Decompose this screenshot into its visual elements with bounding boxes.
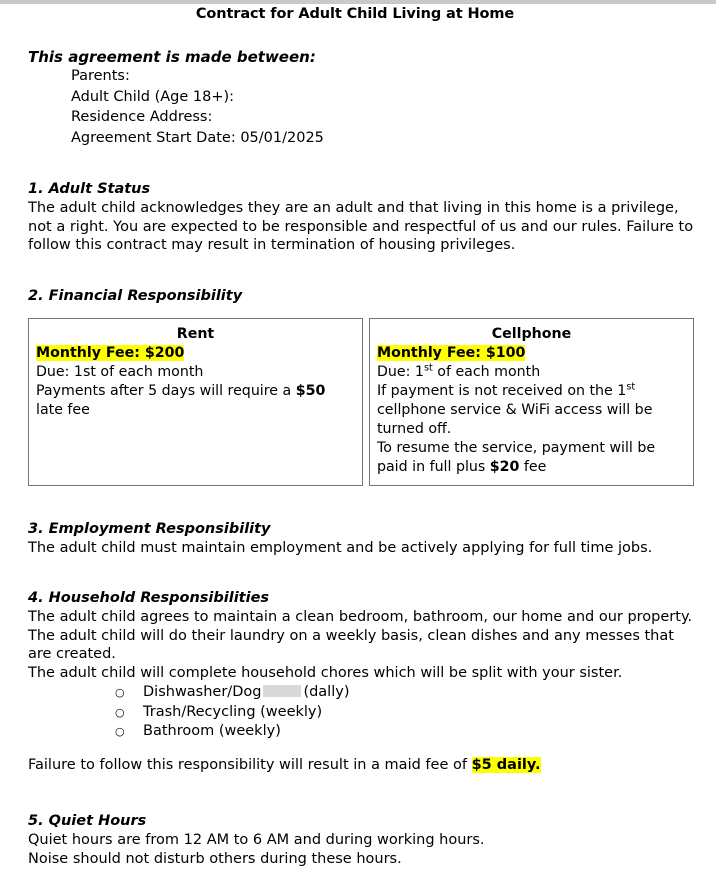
section-financial-responsibility	[28, 287, 694, 486]
section-body: The adult child must maintain employment and be actively applying for full time jobs.	[28, 539, 653, 556]
cellphone-monthly-fee: Monthly Fee: $100	[376, 344, 526, 361]
section-body-3: The adult child will complete household chores which will be split with your sister.	[28, 664, 623, 681]
section-heading: 4. Household Responsibilities	[28, 590, 270, 606]
rent-late-prefix: Payments after 5 days will require a	[36, 382, 296, 399]
document-body	[0, 48, 716, 868]
section-body: The adult child acknowledges they are an adult and that living in this home is a privilege, not a right. You are expected to be responsible and respectful of us and our rules. Failure to follow this contract may result in termination of housing privileges.	[28, 200, 694, 253]
cellphone-monthly-fee-row	[377, 344, 686, 363]
cellphone-resume-prefix: To resume the service, payment will be paid in full plus	[376, 439, 656, 475]
rent-late-suffix: late fee	[36, 401, 90, 418]
party-list	[28, 66, 694, 148]
financial-table	[28, 318, 694, 486]
rent-late-fee-row	[36, 382, 355, 420]
list-item	[115, 683, 694, 703]
list-item	[115, 722, 694, 742]
cellphone-warning	[377, 382, 686, 439]
section-household-responsibilities	[28, 589, 694, 774]
cellphone-due-ordinal: st	[423, 361, 433, 373]
cellphone-warn-ordinal: st	[626, 380, 636, 392]
section-body-1: Quiet hours are from 12 AM to 6 AM and during working hours.	[28, 832, 485, 848]
chore-text-before: Dishwasher/Dog	[143, 684, 262, 700]
rent-monthly-fee-row	[36, 344, 355, 363]
circle-bullet-icon: ○	[115, 725, 125, 738]
section-heading: 1. Adult Status	[28, 181, 151, 197]
list-item: Agreement Start Date: 05/01/2025	[71, 129, 324, 146]
rent-cell	[28, 318, 363, 486]
cellphone-warn-prefix: If payment is not received on the 1	[376, 382, 627, 399]
cellphone-due	[377, 363, 686, 382]
rent-header: Rent	[176, 325, 215, 342]
cellphone-cell	[369, 318, 694, 486]
section-body-2: Noise should not disturb others during these hours.	[28, 850, 402, 867]
section-body-2: The adult child will do their laundry on a weekly basis, clean dishes and any messes that are created.	[28, 627, 674, 662]
section-heading: 2. Financial Responsibility	[28, 287, 243, 304]
list-item: Adult Child (Age 18+):	[71, 88, 235, 105]
cellphone-resume	[377, 439, 686, 477]
chore-text-before: Bathroom (weekly)	[143, 723, 281, 739]
rent-late-amount: $50	[295, 382, 326, 399]
section-employment-responsibility	[28, 520, 694, 558]
maid-fee-note	[28, 756, 694, 775]
chore-list	[28, 683, 694, 742]
section-adult-status	[28, 180, 694, 255]
cellphone-resume-amount: $20	[489, 458, 520, 475]
agreement-lead: This agreement is made between:	[28, 48, 316, 66]
circle-bullet-icon: ○	[115, 705, 125, 719]
cellphone-header: Cellphone	[491, 325, 572, 342]
list-item	[115, 703, 694, 723]
maid-fee-prefix: Failure to follow this responsibility will result in a maid fee of	[28, 756, 472, 773]
chore-text-after: (dally)	[303, 684, 350, 700]
section-body-1: The adult child agrees to maintain a clean bedroom, bathroom, our home and our property.	[28, 609, 693, 625]
section-heading: 3. Employment Responsibility	[28, 520, 271, 537]
list-item: Parents:	[71, 68, 130, 84]
chore-text-before: Trash/Recycling (weekly)	[143, 703, 323, 720]
cellphone-resume-suffix: fee	[519, 458, 547, 475]
list-item: Residence Address:	[71, 109, 213, 125]
section-quiet-hours	[28, 812, 694, 868]
document-page	[0, 4, 716, 868]
maid-fee-amount: $5 daily.	[471, 756, 541, 773]
redaction-block	[263, 685, 301, 697]
rent-due: Due: 1st of each month	[36, 363, 204, 380]
section-heading: 5. Quiet Hours	[28, 813, 147, 829]
circle-bullet-icon: ○	[115, 686, 125, 699]
rent-monthly-fee: Monthly Fee: $200	[36, 344, 185, 361]
page-title: Contract for Adult Child Living at Home	[195, 6, 515, 22]
cellphone-due-suffix: of each month	[432, 363, 541, 380]
cellphone-warn-suffix: cellphone service & WiFi access will be turned off.	[376, 401, 653, 437]
cellphone-due-prefix: Due: 1	[376, 363, 424, 380]
